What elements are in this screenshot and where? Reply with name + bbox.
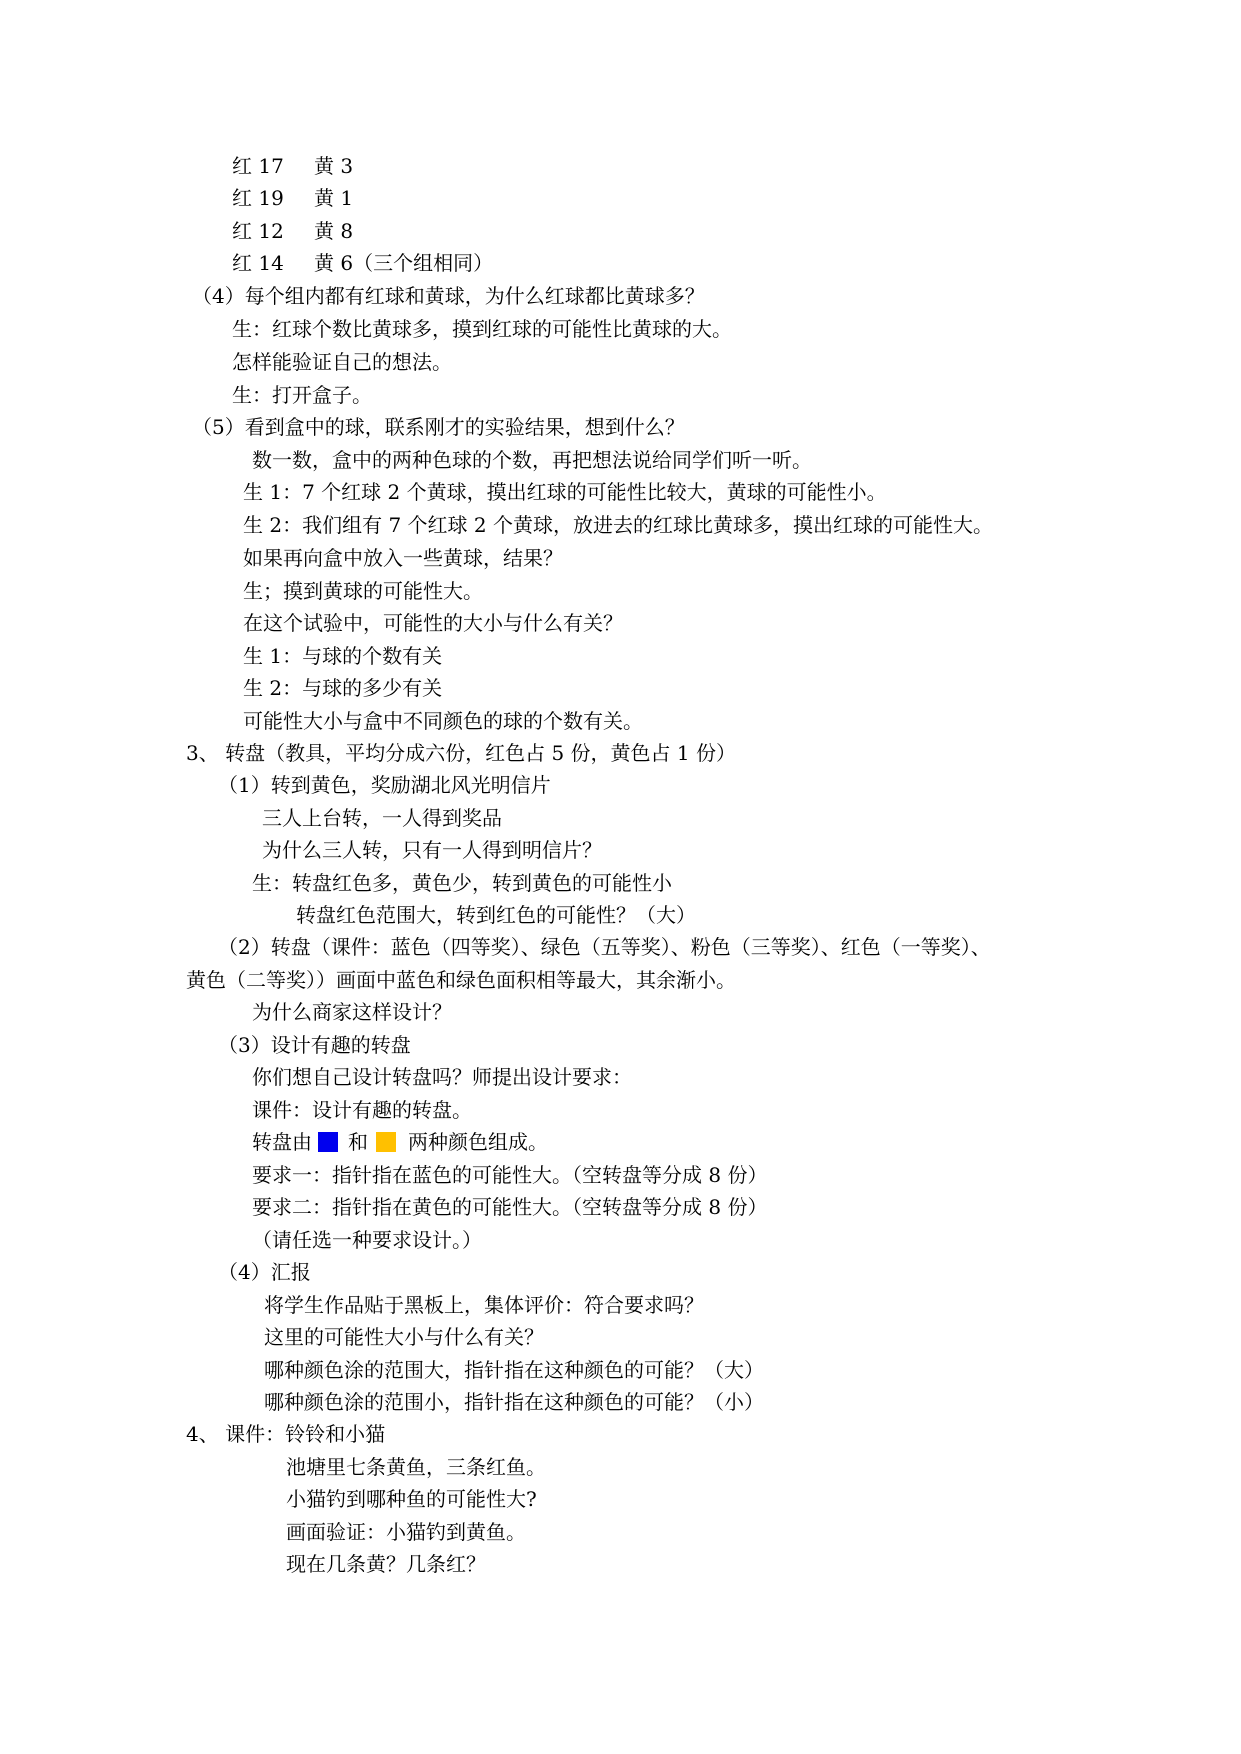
requirement-note: （请任选一种要求设计。） bbox=[252, 1228, 482, 1252]
result-row bbox=[232, 219, 353, 243]
student-answer: 生：打开盒子。 bbox=[232, 383, 372, 407]
story-line: 现在几条黄？几条红？ bbox=[286, 1552, 486, 1576]
requirement-1: 要求一：指针指在蓝色的可能性大。（空转盘等分成 8 份） bbox=[252, 1163, 768, 1187]
yellow-count: 黄 3 bbox=[314, 154, 354, 178]
sub-item-2-cont: 黄色（二等奖））画面中蓝色和绿色面积相等最大，其余渐小。 bbox=[186, 968, 736, 992]
student-answer: 生：红球个数比黄球多，摸到红球的可能性比黄球的大。 bbox=[232, 317, 732, 341]
report-line: 哪种颜色涂的范围大，指针指在这种颜色的可能？（大） bbox=[264, 1358, 764, 1382]
spinner-text-a: 转盘由 bbox=[252, 1130, 312, 1154]
result-row bbox=[232, 251, 493, 275]
sub-item-2: （2）转盘（课件：蓝色（四等奖）、绿色（五等奖）、粉色（三等奖）、红色（一等奖）、 bbox=[218, 935, 991, 959]
report-line: 哪种颜色涂的范围小，指针指在这种颜色的可能？（小） bbox=[264, 1390, 764, 1414]
yellow-count: 黄 1 bbox=[314, 186, 354, 210]
sub-item-3: （3）设计有趣的转盘 bbox=[218, 1033, 411, 1057]
spinner-colors-line bbox=[252, 1130, 548, 1154]
question-5: （5）看到盒中的球，联系刚才的实验结果，想到什么？ bbox=[192, 415, 685, 439]
spinner-text-c: 两种颜色组成。 bbox=[408, 1130, 548, 1154]
report-line: 这里的可能性大小与什么有关？ bbox=[264, 1325, 544, 1349]
teacher-prompt: 如果再向盒中放入一些黄球，结果？ bbox=[243, 546, 563, 570]
sub-item-4: （4）汇报 bbox=[218, 1260, 311, 1284]
red-count: 红 17 bbox=[232, 154, 284, 178]
red-count: 红 19 bbox=[232, 186, 284, 210]
result-row bbox=[232, 154, 353, 178]
teacher-prompt: 怎样能验证自己的想法。 bbox=[232, 350, 452, 374]
student-answer: 生 2：与球的多少有关 bbox=[243, 676, 443, 700]
teacher-prompt: 数一数，盒中的两种色球的个数，再把想法说给同学们听一听。 bbox=[252, 448, 812, 472]
section-4-heading: 4、 课件：铃铃和小猫 bbox=[186, 1422, 386, 1446]
teacher-prompt: 为什么三人转，只有一人得到明信片？ bbox=[262, 838, 602, 862]
yellow-count: 黄 8 bbox=[314, 219, 354, 243]
result-row bbox=[232, 186, 353, 210]
student-answer: 生；摸到黄球的可能性大。 bbox=[243, 579, 483, 603]
student-answer: 生：转盘红色多，黄色少，转到黄色的可能性小 bbox=[252, 871, 672, 895]
conclusion: 可能性大小与盒中不同颜色的球的个数有关。 bbox=[243, 709, 643, 733]
section-3-heading: 3、 转盘（教具，平均分成六份，红色占 5 份，黄色占 1 份） bbox=[186, 741, 736, 765]
teacher-prompt: 你们想自己设计转盘吗？师提出设计要求： bbox=[252, 1065, 632, 1089]
sub-item-1: （1）转到黄色，奖励湖北风光明信片 bbox=[218, 773, 551, 797]
student-answer: 转盘红色范围大，转到红色的可能性？（大） bbox=[296, 903, 696, 927]
story-line: 小猫钓到哪种鱼的可能性大? bbox=[286, 1487, 537, 1511]
teacher-prompt: 为什么商家这样设计？ bbox=[252, 1000, 452, 1024]
student-answer: 生 1：与球的个数有关 bbox=[243, 644, 443, 668]
student-answer: 生 2：我们组有 7 个红球 2 个黄球，放进去的红球比黄球多，摸出红球的可能性大。 bbox=[243, 513, 993, 537]
yellow-count: 黄 6（三个组相同） bbox=[314, 251, 494, 275]
spinner-text-b: 和 bbox=[348, 1130, 368, 1154]
yellow-swatch bbox=[376, 1132, 396, 1152]
teacher-prompt: 在这个试验中，可能性的大小与什么有关？ bbox=[243, 611, 623, 635]
story-line: 画面验证：小猫钓到黄鱼。 bbox=[286, 1520, 526, 1544]
red-count: 红 12 bbox=[232, 219, 284, 243]
story-line: 池塘里七条黄鱼，三条红鱼。 bbox=[286, 1455, 546, 1479]
blue-swatch bbox=[318, 1132, 338, 1152]
report-line: 将学生作品贴于黑板上，集体评价：符合要求吗？ bbox=[264, 1293, 704, 1317]
student-answer: 生 1：7 个红球 2 个黄球，摸出红球的可能性比较大，黄球的可能性小。 bbox=[243, 480, 887, 504]
requirement-2: 要求二：指针指在黄色的可能性大。（空转盘等分成 8 份） bbox=[252, 1195, 768, 1219]
activity-line: 三人上台转，一人得到奖品 bbox=[262, 806, 502, 830]
courseware-line: 课件：设计有趣的转盘。 bbox=[252, 1098, 472, 1122]
question-4: （4）每个组内都有红球和黄球，为什么红球都比黄球多？ bbox=[192, 284, 705, 308]
red-count: 红 14 bbox=[232, 251, 284, 275]
